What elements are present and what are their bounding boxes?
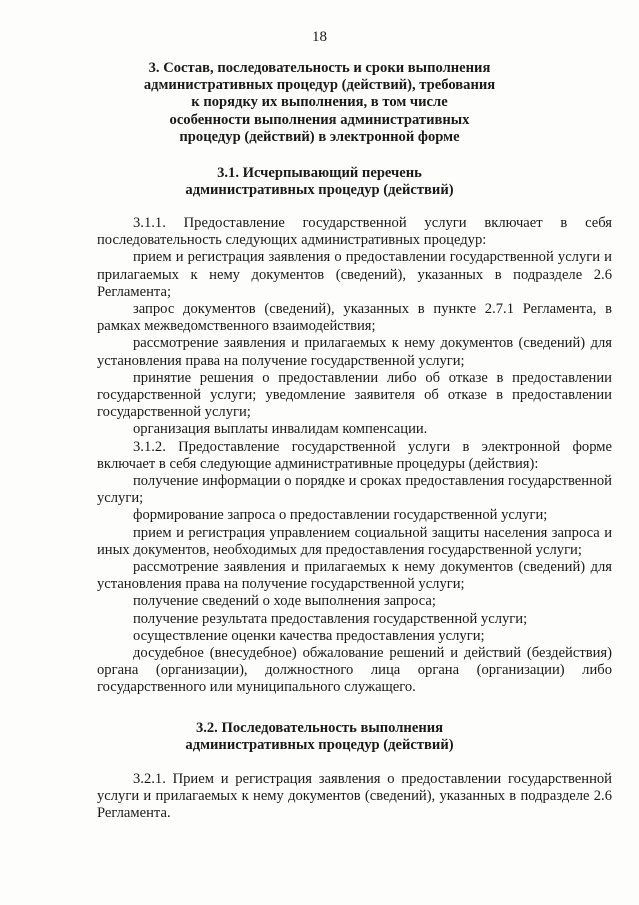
list-item: досудебное (внесудебное) обжалование решений и действий (бездействия) органа (организации), должностного лица органа (организации) либо государственного или муниципального служащего. <box>97 645 612 696</box>
section-3-1-body <box>97 215 612 697</box>
list-item: прием и регистрация управлением социальной защиты населения запроса и иных документов, необходимых для предоставления государственной услуги; <box>97 524 612 558</box>
page-number: 18 <box>312 29 327 45</box>
section-3-title: 3. Состав, последовательность и сроки выполнения административных процедур (действий), требования к порядку их выполнения, в том числе особенности выполнения административных процедур (действий) в электронной форме <box>143 60 496 145</box>
list-item: получение информации о порядке и сроках предоставления государственной услуги; <box>97 473 612 507</box>
section-3-2-body <box>97 771 612 823</box>
list-item: организация выплаты инвалидам компенсации. <box>133 421 428 438</box>
list-item: получение сведений о ходе выполнения запроса; <box>133 593 436 610</box>
list-item: прием и регистрация заявления о предоставлении государственной услуги и прилагаемых к нему документов (сведений), указанных в подразделе 2.6 Регламента; <box>97 249 612 300</box>
list-item: формирование запроса о предоставлении государственной услуги; <box>133 507 548 524</box>
section-3-1-title: 3.1. Исчерпывающий перечень административных процедур (действий) <box>185 165 454 199</box>
paragraph-3-2-1: 3.2.1. Прием и регистрация заявления о предоставлении государственной услуги и прилагаемых к нему документов (сведений), указанных в подразделе 2.6 Регламента. <box>97 771 612 822</box>
list-item: запрос документов (сведений), указанных в пункте 2.7.1 Регламента, в рамках межведомственного взаимодействия; <box>97 301 612 335</box>
list-item: рассмотрение заявления и прилагаемых к нему документов (сведений) для установления права на получение государственной услуги; <box>97 335 612 369</box>
paragraph-3-1-2: 3.1.2. Предоставление государственной услуги в электронной форме включает в себя следующие административные процедуры (действия): <box>97 438 612 472</box>
list-item: получение результата предоставления государственной услуги; <box>133 610 528 627</box>
paragraph-3-1-1: 3.1.1. Предоставление государственной услуги включает в себя последовательность следующих административных процедур: <box>97 215 612 249</box>
list-item: принятие решения о предоставлении либо об отказе в предоставлении государственной услуги; уведомление заявителя об отказе в предоставлении государственной услуги; <box>97 369 612 421</box>
list-item: осуществление оценки качества предоставления услуги; <box>133 627 485 644</box>
list-item: рассмотрение заявления и прилагаемых к нему документов (сведений) для установления права на получение государственной услуги; <box>97 559 612 593</box>
section-3-2-title: 3.2. Последовательность выполнения административных процедур (действий) <box>185 720 454 754</box>
